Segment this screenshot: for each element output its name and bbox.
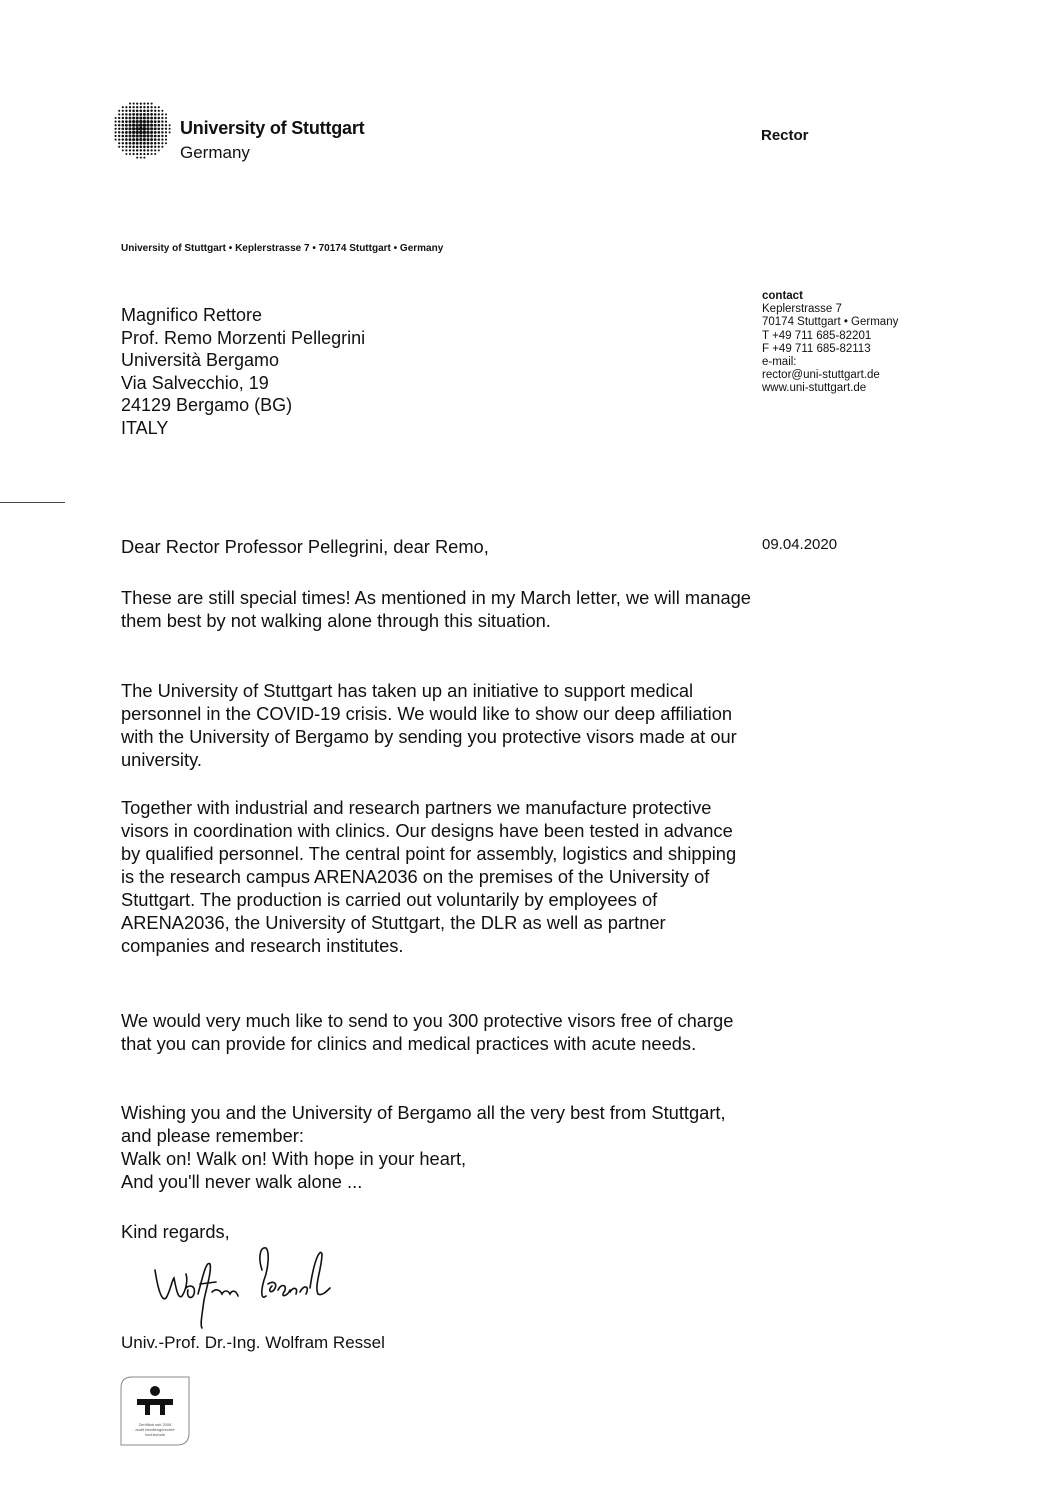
contact-block (762, 290, 898, 396)
logo-dot (143, 138, 146, 141)
logo-dot (157, 135, 160, 138)
logo-dot (122, 117, 124, 119)
logo-dot (140, 149, 142, 151)
logo-dot (125, 106, 127, 108)
logo-dot (132, 134, 135, 137)
logo-dot (165, 135, 167, 137)
contact-heading: contact (762, 290, 803, 302)
logo-dot (129, 106, 131, 108)
logo-dot (158, 146, 160, 148)
contact-line: 70174 Stuttgart • Germany (762, 316, 899, 329)
logo-dot (139, 116, 142, 119)
logo-dot (136, 138, 139, 141)
logo-dot (143, 157, 145, 159)
logo-dot (133, 153, 135, 155)
logo-dot (143, 134, 146, 137)
logo-dot (118, 131, 120, 133)
svg-text:Zertifikat seit 2008: Zertifikat seit 2008 (138, 1422, 172, 1427)
logo-dot (139, 131, 143, 135)
logo-dot (114, 128, 116, 130)
logo-dot (169, 128, 171, 130)
logo-dot (129, 117, 132, 120)
logo-dot (146, 138, 149, 141)
logo-dot (128, 124, 131, 127)
logo-dot (136, 157, 138, 159)
logo-dot (125, 110, 127, 112)
logo-dot (157, 124, 160, 127)
logo-dot (136, 142, 139, 145)
logo-dot (129, 149, 131, 151)
logo-dot (150, 127, 153, 130)
logo-dot (169, 124, 171, 126)
logo-dot (158, 149, 160, 151)
logo-dot (143, 142, 146, 145)
logo-dot (129, 103, 131, 105)
logo-dot (139, 113, 142, 116)
logo-dot (136, 109, 139, 112)
logo-dot (129, 146, 132, 149)
logo-dot (143, 131, 147, 135)
logo-dot (165, 142, 167, 144)
logo-dot (147, 110, 150, 113)
logo-dot (132, 138, 135, 141)
logo-dot (158, 106, 160, 108)
logo-dot (129, 120, 132, 123)
logo-dot (161, 124, 163, 126)
logo-dot (129, 142, 132, 145)
logo-dot (129, 135, 132, 138)
logo-dot (139, 138, 142, 141)
logo-dot (125, 117, 128, 120)
logo-dot (136, 102, 138, 104)
logo-dot (122, 149, 124, 151)
logo-dot (136, 149, 138, 151)
closing (121, 1101, 751, 1193)
logo-dot (140, 153, 142, 155)
svg-text:audit familiengerechte: audit familiengerechte (135, 1427, 175, 1432)
logo-dot (121, 131, 124, 134)
paragraph: The University of Stuttgart has taken up an initiative to support medical personnel in the COVID-19 crisis. We would like to show our deep affiliation with the University of Bergamo by sending you protective visors made at our university. (121, 680, 737, 770)
logo-dot (118, 146, 120, 148)
logo-dot (143, 109, 146, 112)
logo-dot (136, 113, 139, 116)
logo-dot (128, 127, 131, 130)
logo-dot (139, 123, 143, 127)
contact-website[interactable]: www.uni-stuttgart.de (762, 382, 867, 395)
logo-dot (161, 135, 163, 137)
logo-dot (122, 110, 124, 112)
logo-dot (135, 131, 138, 134)
logo-dot (125, 138, 128, 141)
logo-dot (165, 113, 167, 115)
logo-dot (158, 138, 161, 141)
logo-dot (150, 131, 153, 134)
logo-dot (151, 103, 153, 105)
logo-dot (136, 145, 139, 148)
logo-dot (154, 127, 157, 130)
logo-dot (143, 153, 145, 155)
logo-dot (136, 106, 138, 108)
logo-dot (150, 134, 153, 137)
logo-dot (157, 127, 160, 130)
logo-dot (157, 120, 160, 123)
logo-dot (150, 120, 153, 123)
logo-dot (147, 145, 150, 148)
logo-dot (161, 120, 163, 122)
logo-dot (136, 134, 139, 137)
office-title: Rector (761, 127, 809, 144)
contact-email[interactable]: rector@uni-stuttgart.de (762, 369, 880, 382)
logo-dot (125, 149, 127, 151)
logo-dot (169, 131, 171, 133)
logo-dot (150, 142, 153, 145)
salutation: Dear Rector Professor Pellegrini, dear Remo, (121, 536, 489, 557)
paragraph: These are still special times! As mentioned in my March letter, we will manage them best by not walking alone through this situation. (121, 587, 751, 631)
logo-dot (158, 110, 160, 112)
university-logo-icon (110, 98, 172, 160)
logo-dot (154, 110, 156, 112)
logo-dot (150, 138, 153, 141)
logo-dot (154, 131, 157, 134)
logo-dot (161, 146, 163, 148)
logo-dot (115, 135, 117, 137)
logo-dot (128, 131, 131, 134)
logo-dot (125, 120, 128, 123)
logo-dot (150, 110, 152, 112)
recipient-address (121, 304, 365, 440)
logo-dot (154, 117, 157, 120)
logo-dot (139, 142, 142, 145)
logo-dot (157, 131, 160, 134)
logo-dot (146, 127, 149, 130)
logo-dot (139, 109, 142, 112)
address-line: Prof. Remo Morzenti Pellegrini (121, 327, 366, 348)
logo-dot (118, 142, 120, 144)
logo-dot (150, 106, 152, 108)
logo-dot (165, 121, 167, 123)
address-line: ITALY (121, 417, 169, 438)
logo-dot (114, 131, 116, 133)
logo-dot (143, 106, 145, 108)
letter-date: 09.04.2020 (762, 536, 838, 553)
logo-dot (118, 128, 120, 130)
logo-dot (125, 113, 128, 116)
logo-dot (118, 124, 120, 126)
logo-dot (143, 127, 147, 131)
logo-dot (122, 135, 125, 138)
contact-phone: T +49 711 685-82201 (762, 329, 872, 342)
logo-dot (161, 113, 163, 115)
closing-line: And you'll never walk alone ... (121, 1171, 363, 1192)
logo-dot (132, 110, 135, 113)
logo-dot (125, 153, 127, 155)
svg-text:hochschule: hochschule (144, 1432, 166, 1437)
logo-dot (132, 120, 135, 123)
logo-dot (125, 146, 127, 148)
logo-dot (165, 117, 167, 119)
logo-dot (140, 106, 142, 108)
logo-dot (158, 117, 161, 120)
contact-line: e-mail: (762, 356, 797, 369)
logo-dot (132, 127, 135, 130)
logo-dot (154, 146, 156, 148)
logo-dot (143, 149, 145, 151)
address-line: Magnifico Rettore (121, 305, 263, 325)
logo-dot (150, 117, 153, 120)
regards: Kind regards, (121, 1221, 230, 1242)
logo-dot (154, 138, 157, 141)
logo-dot (165, 131, 167, 133)
logo-dot (150, 124, 153, 127)
logo-dot (115, 121, 117, 123)
logo-dot (129, 153, 131, 155)
logo-dot (158, 142, 160, 144)
logo-dot (135, 127, 139, 131)
logo-dot (143, 145, 146, 148)
logo-dot (143, 116, 146, 119)
signature-image (150, 1240, 340, 1330)
logo-dot (146, 124, 149, 127)
logo-dot (150, 149, 152, 151)
sender-address-line: University of Stuttgart • Keplerstrasse 7 • 70174 Stuttgart • Germany (121, 243, 444, 254)
logo-dot (150, 113, 153, 116)
logo-dot (154, 153, 156, 155)
logo-dot (122, 142, 124, 144)
logo-dot (147, 153, 149, 155)
logo-dot (165, 128, 167, 130)
logo-dot (147, 117, 150, 120)
logo-dot (118, 117, 120, 119)
logo-dot (121, 127, 124, 130)
logo-dot (122, 120, 125, 123)
logo-dot (158, 113, 160, 115)
logo-dot (118, 120, 120, 122)
signer-name: Univ.-Prof. Dr.-Ing. Wolfram Ressel (121, 1333, 385, 1352)
logo-dot (161, 110, 163, 112)
logo-dot (136, 116, 139, 119)
logo-dot (139, 127, 143, 131)
logo-dot (139, 134, 142, 137)
contact-line: Keplerstrasse 7 (762, 303, 842, 316)
logo-dot (143, 113, 146, 116)
logo-dot (143, 102, 145, 104)
logo-dot (118, 138, 120, 140)
logo-dot (154, 135, 157, 138)
logo-dot (147, 149, 149, 151)
closing-line: Walk on! Walk on! With hope in your heart, (121, 1148, 467, 1169)
logo-dot (147, 106, 149, 108)
paragraph: We would very much like to send to you 300 protective visors free of charge that you can provide for clinics and medical practices with acute needs. (121, 1010, 734, 1054)
logo-dot (125, 127, 128, 130)
logo-dot (136, 153, 138, 155)
logo-dot (122, 113, 124, 115)
logo-dot (143, 123, 146, 126)
logo-dot (165, 139, 167, 141)
logo-dot (154, 106, 156, 108)
address-line: Università Bergamo (121, 350, 280, 371)
logo-dot (135, 123, 138, 126)
logo-dot (143, 120, 146, 123)
logo-dot (132, 117, 135, 120)
family-friendly-university-certificate-logo (120, 1376, 190, 1446)
logo-dot (115, 139, 117, 141)
logo-dot (133, 103, 135, 105)
logo-dot (125, 142, 128, 145)
logo-dot (147, 113, 150, 116)
logo-dot (118, 135, 120, 137)
logo-dot (151, 153, 153, 155)
logo-dot (154, 124, 157, 127)
logo-dot (147, 103, 149, 105)
logo-dot (161, 131, 163, 133)
logo-dot (125, 124, 128, 127)
logo-dot (132, 124, 135, 127)
contact-fax: F +49 711 685-82113 (762, 342, 871, 355)
logo-dot (129, 113, 132, 116)
logo-dot (121, 124, 124, 127)
logo-dot (122, 106, 124, 108)
logo-dot (118, 110, 120, 112)
logo-dot (122, 138, 124, 140)
logo-dot (161, 128, 163, 130)
fold-mark (0, 502, 65, 503)
logo-dot (125, 135, 128, 138)
logo-dot (122, 146, 124, 148)
logo-dot (161, 138, 163, 140)
address-line: 24129 Bergamo (BG) (121, 395, 293, 416)
university-name: University of Stuttgart (180, 118, 365, 138)
logo-dot (118, 113, 120, 115)
logo-dot (125, 131, 128, 134)
logo-dot (154, 142, 157, 145)
logo-dot (132, 149, 134, 151)
address-line: Via Salvecchio, 19 (121, 372, 269, 393)
logo-dot (132, 142, 135, 145)
logo-dot (161, 117, 163, 119)
logo-dot (129, 138, 132, 141)
closing-line: Wishing you and the University of Bergamo all the very best from Stuttgart, and please remember: (121, 1102, 726, 1146)
logo-dot (114, 124, 116, 126)
logo-dot (154, 113, 157, 116)
logo-dot (161, 142, 163, 144)
logo-dot (132, 145, 135, 148)
logo-dot (154, 120, 157, 123)
logo-dot (154, 149, 156, 151)
logo-dot (150, 146, 153, 149)
logo-dot (129, 110, 131, 112)
logo-dot (132, 131, 135, 134)
logo-dot (165, 124, 167, 126)
logo-dot (146, 134, 149, 137)
logo-dot (146, 120, 149, 123)
paragraph: Together with industrial and research partners we manufacture protective visors in coordination with clinics. Our designs have been tested in advance by qualified personnel. The central point for assembly, logistics and shipping is the research campus ARENA2036 on the premises of the University of Stuttgart. The production is carried out voluntarily by employees of ARENA2036, the University of Stuttgart, the DLR as well as partner companies and research institutes. (121, 797, 737, 956)
logo-dot (132, 113, 135, 116)
logo-dot (147, 142, 150, 145)
logo-dot (140, 102, 142, 104)
logo-dot (139, 145, 142, 148)
logo-dot (115, 117, 117, 119)
logo-dot (136, 120, 139, 123)
logo-dot (132, 106, 134, 108)
university-country: Germany (180, 143, 250, 162)
logo-dot (140, 157, 142, 159)
logo-dot (139, 120, 142, 123)
logo-dot (146, 131, 149, 134)
